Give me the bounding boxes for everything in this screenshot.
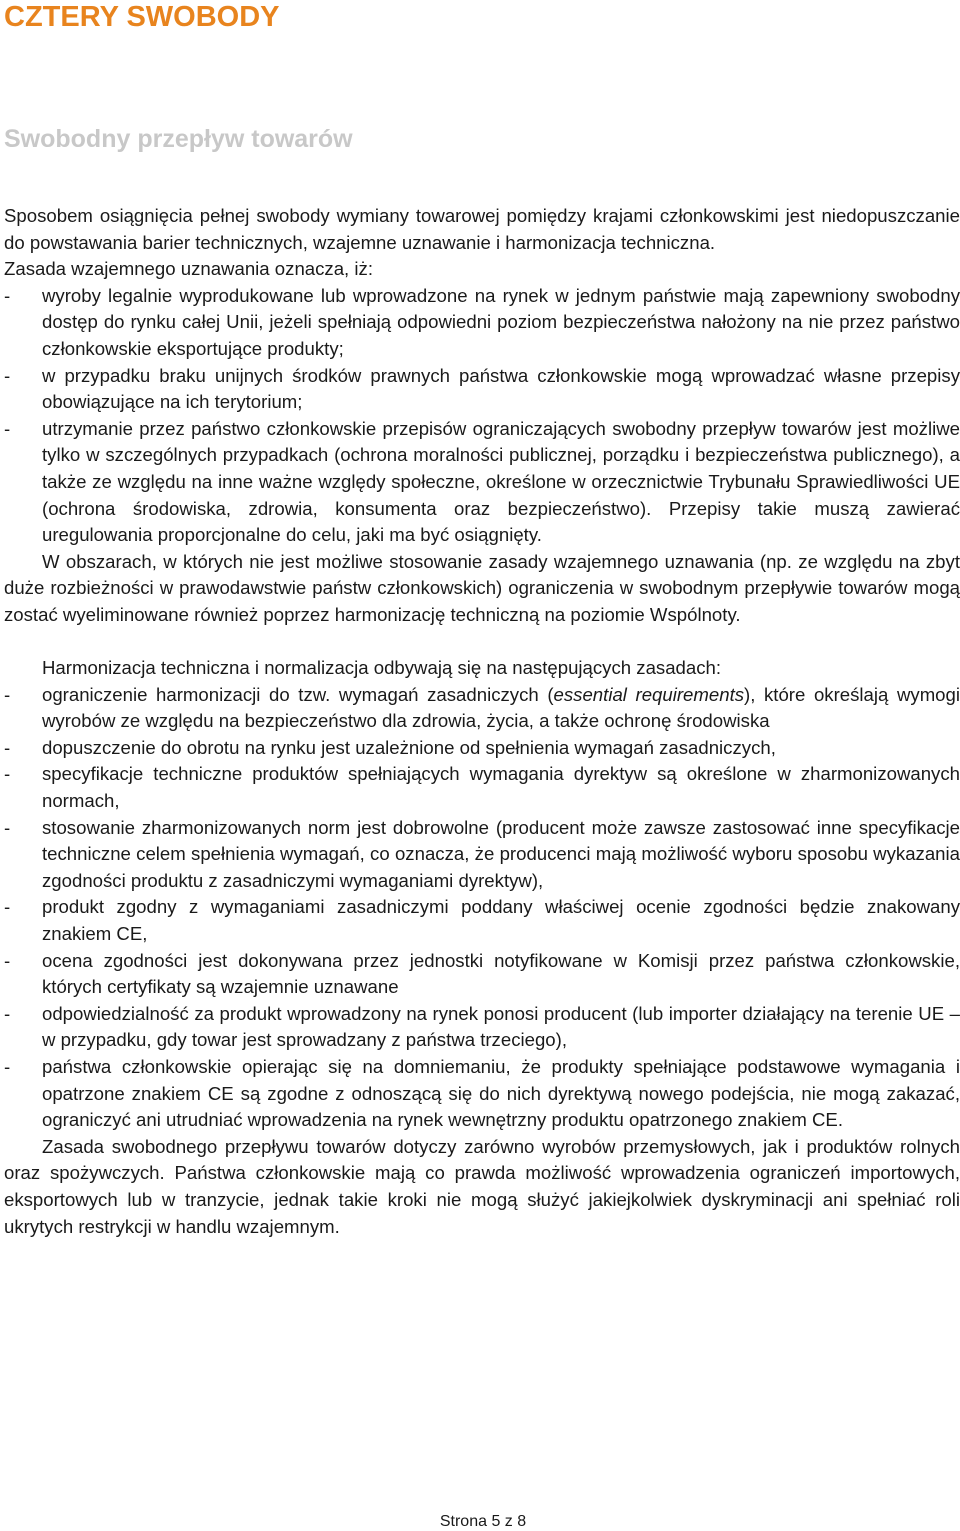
principle-paragraph: Zasada wzajemnego uznawania oznacza, iż: [4,258,373,280]
list-item-text: w przypadku braku unijnych środków prawnych państwa członkowskie mogą wprowadzać własne przepisy obowiązujące na ich terytorium; [42,364,960,413]
list-item-text: dopuszczenie do obrotu na rynku jest uzależnione od spełnienia wymagań zasadniczych, [42,736,776,758]
list-item [4,735,960,762]
list-item [4,894,960,947]
bullet-dash: - [4,763,11,785]
list-item-text: państwa członkowskie opierając się na domniemaniu, że produkty spełniające podstawowe wymagania i opatrzone znakiem CE są zgodne z odnoszącą się do nich dyrektywą nowego podejścia, nie mogą zakazać, ograniczyć ani utrudniać wprowadzenia na rynek wewnętrzny produktu opatrzonego znakiem CE. [42,1056,960,1131]
list-item-text: utrzymanie przez państwo członkowskie przepisów ograniczających swobodny przepływ towarów jest możliwe tylko w szczególnych przypadkach (ochrona moralności publicznej, porządku i bezpieczeństwa publicznego), a także ze względu na inne ważne względy społeczne, określone w orzecznictwie Trybunału Sprawiedliwości UE (ochrona środowiska, zdrowia, konsumenta oraz bezpieczeństwo). Przepisy takie muszą zawierać uregulowania proporcjonalne do celu, jaki ma być osiągnięty. [42,417,960,546]
list-item [4,761,960,814]
list-item [4,1001,960,1054]
bullet-dash: - [4,417,11,439]
bullet-dash: - [4,683,11,705]
list-item-text-end: ), które określają wymogi wyrobów ze względu na bezpieczeństwo dla zdrowia, życia, a także ochronę środowiska [42,683,960,732]
page-number: Strona 5 z 8 [439,1513,527,1530]
bullet-dash: - [4,1002,11,1024]
list-item [4,948,960,1001]
page-title: CZTERY SWOBODY [4,1,280,33]
harmonization-intro: Harmonizacja techniczna i normalizacja odbywają się na następujących zasadach: [42,657,722,679]
list-item-text: stosowanie zharmonizowanych norm jest dobrowolne (producent może zawsze zastosować inne specyfikacje techniczne celem spełnienia wymagań, co oznacza, że producenci mają możliwość wyboru sposobu wykazania zgodności produktu z zasadniczymi wymaganiami dyrektyw), [42,816,960,891]
list-item [4,363,960,416]
list-item-text: produkt zgodny z wymaganiami zasadniczymi poddany właściwej ocenie zgodności będzie znakowany znakiem CE, [42,896,960,945]
bullet-dash: - [4,896,11,918]
harmonization-paragraph: W obszarach, w których nie jest możliwe stosowanie zasady wzajemnego uznawania (np. ze względu na zbyt duże rozbieżności w prawodawstwie państw członkowskich) ograniczenia w swobodnym przepływie towarów mogą zostać wyeliminowane również poprzez harmonizację techniczną na poziomie Wspólnoty. [4,550,960,625]
list-item-text: ocena zgodności jest dokonywana przez jednostki notyfikowane w Komisji przez państwa członkowskie, których certyfikaty są wzajemnie uznawane [42,949,960,998]
intro-paragraph: Sposobem osiągnięcia pełnej swobody wymiany towarowej pomiędzy krajami członkowskimi jest niedopuszczanie do powstawania barier technicznych, wzajemne uznawanie i harmonizacja techniczna. [4,205,960,253]
mutual-recognition-list [4,283,960,549]
list-item-text: specyfikacje techniczne produktów spełniających wymagania dyrektyw są określone w zharmonizowanych normach, [42,763,960,812]
bullet-dash: - [4,736,11,758]
list-item [4,416,960,549]
list-item [4,815,960,895]
list-item [4,283,960,363]
section-title: Swobodny przepływ towarów [4,125,353,153]
bullet-dash: - [4,949,11,971]
list-item [4,1054,960,1134]
list-item-text-italic: essential requirements [553,683,745,705]
bullet-dash: - [4,816,11,838]
list-item-text: wyroby legalnie wyprodukowane lub wprowadzone na rynek w jednym państwie mają zapewniony swobodny dostęp do rynku całej Unii, jeżeli spełniają odpowiedni poziom bezpieczeństwa nałożony na nie przez państwo członkowskie eksportujące produkty; [42,284,960,359]
bullet-dash: - [4,1056,11,1077]
list-item [4,682,960,735]
bullet-dash: - [4,284,11,306]
paragraph-spacer [4,629,960,656]
closing-paragraph: Zasada swobodnego przepływu towarów dotyczy zarówno wyrobów przemysłowych, jak i produktów rolnych oraz spożywczych. Państwa członkowskie mają co prawda możliwość wprowadzenia ograniczeń importowych, eksportowych lub w tranzycie, jednak takie kroki nie mogą służyć jakiejkolwiek dyskryminacji ani spełniać roli ukrytych restrykcji w handlu wzajemnym. [4,1135,960,1237]
list-item-text: odpowiedzialność za produkt wprowadzony na rynek ponosi producent (lub importer działający na terenie UE – w przypadku, gdy towar jest sprowadzany z państwa trzeciego), [42,1002,960,1051]
bullet-dash: - [4,364,11,386]
list-item-text-start: ograniczenie harmonizacji do tzw. wymagań zasadniczych ( [42,683,554,705]
harmonization-principles-list [4,682,960,1134]
document-body [4,203,960,1240]
